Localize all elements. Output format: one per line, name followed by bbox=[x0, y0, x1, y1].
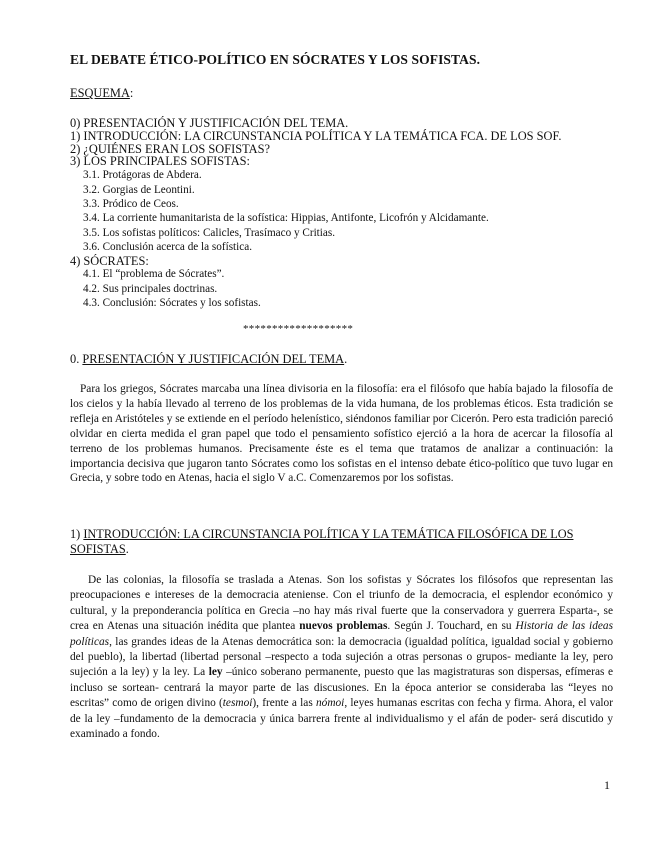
section-0-number: 0. bbox=[70, 352, 83, 366]
section-1-title: INTRODUCCIÓN: LA CIRCUNSTANCIA POLÍTICA Y LA TEMÁTICA FILOSÓFICA DE LOS SOFISTAS bbox=[70, 527, 574, 556]
section-1-period: . bbox=[125, 542, 129, 556]
outline-subitem: 4.1. El “problema de Sócrates”. bbox=[83, 268, 225, 281]
outline-list bbox=[70, 117, 562, 311]
section-0-paragraph: Para los griegos, Sócrates marcaba una línea divisoria en la filosofía: era el filósofo que había bajado la filosofía de los cielos y la había llevado al terreno de los problemas de la vida humana, de los problemas éticos. Esta tradición se refleja en Aristóteles y se extiende en el período helenístico, siéndonos familiar por Cicerón. Pero esta tradición pareció olvidar en cierta medida el gran papel que todo el pensamiento sofístico ejerció a la hora de acercar la filosofía al terreno de los problemas humanos. Precisamente éste es el tema que tratamos de analizar a continuación: la importancia decisiva que jugaron tanto Sócrates como los sofistas en el intenso debate ético-político que tuvo lugar en Grecia, y sobre todo en Atenas, hacia el siglo V a.C. Comenzaremos por los sofistas. bbox=[70, 383, 613, 485]
outline-item: 2) ¿QUIÉNES ERAN LOS SOFISTAS? bbox=[70, 141, 271, 156]
text-run: . Según J. Touchard, en su bbox=[387, 620, 516, 633]
outline-subitem: 3.3. Pródico de Ceos. bbox=[83, 198, 179, 210]
text-run: –único soberano permanente, puesto que las magistraturas son dispersas, efímeras e incluso se sortean- centrará la mayor parte de las discusiones. En la época anterior se consideraba las “leyes no escritas” como de origen divino ( bbox=[70, 666, 613, 710]
bold-text: nuevos problemas bbox=[299, 620, 388, 633]
italic-text: Historia de las ideas políticas bbox=[70, 620, 614, 648]
section-0-period: . bbox=[344, 352, 348, 366]
esquema-colon: : bbox=[129, 86, 134, 100]
esquema-heading bbox=[70, 86, 133, 101]
bold-text: ley bbox=[208, 666, 223, 679]
outline-subitem: 3.5. Los sofistas políticos: Calicles, Trasímaco y Critias. bbox=[83, 226, 336, 239]
italic-text: nómoi bbox=[315, 697, 345, 710]
outline-subitem: 4.2. Sus principales doctrinas. bbox=[83, 282, 218, 295]
text-run: , leyes humanas escritas con fecha y firma. Ahora, el valor de la ley –fundamento de la democracia y única barrera frente al individualismo y el afán de poder- será discutido y examinado a fondo. bbox=[70, 697, 614, 741]
text-run: , las grandes ideas de la Atenas democrática son: la democracia (igualdad política, igualdad social y gobierno del pueblo), la libertad (libertad personal –respecto a toda sujeción a otras personas o grupos- mediante la ley, pero sujeción a la ley) y la ley. La bbox=[70, 635, 613, 679]
section-1-number: 1) bbox=[70, 527, 84, 541]
page-number: 1 bbox=[604, 778, 610, 792]
section-1-heading bbox=[70, 527, 613, 557]
outline-subitem: 4.3. Conclusión: Sócrates y los sofistas. bbox=[83, 297, 261, 310]
section-0-heading bbox=[70, 352, 347, 367]
italic-text: tesmoi bbox=[222, 697, 253, 710]
outline-subitem: 3.6. Conclusión acerca de la sofística. bbox=[83, 241, 252, 254]
outline-item: 1) INTRODUCCIÓN: LA CIRCUNSTANCIA POLÍTICA Y LA TEMÁTICA FCA. DE LOS SOF. bbox=[70, 128, 562, 143]
separator: ******************* bbox=[243, 323, 354, 335]
section-1-paragraph bbox=[70, 573, 613, 742]
outline-item: 4) SÓCRATES: bbox=[70, 253, 149, 268]
outline-subitem: 3.2. Gorgias de Leontini. bbox=[83, 183, 195, 196]
esquema-label: ESQUEMA bbox=[70, 86, 130, 100]
section-0-title: PRESENTACIÓN Y JUSTIFICACIÓN DEL TEMA bbox=[82, 352, 345, 366]
outline-item: 0) PRESENTACIÓN Y JUSTIFICACIÓN DEL TEMA. bbox=[70, 116, 349, 130]
outline-subitem: 3.4. La corriente humanitarista de la sofística: Hippias, Antifonte, Licofrón y Alcidamante. bbox=[83, 212, 489, 225]
document-title: EL DEBATE ÉTICO-POLÍTICO EN SÓCRATES Y LOS SOFISTAS. bbox=[70, 52, 481, 67]
outline-subitem: 3.1. Protágoras de Abdera. bbox=[83, 169, 202, 182]
text-run: De las colonias, la filosofía se traslada a Atenas. Son los sofistas y Sócrates los filósofos que representan las preocupaciones e intereses de la democracia ateniense. Con el triunfo de la democracia, el esplendor económico y cultural, y la preponderancia política en Grecia –no hay más rival fuerte que la conservadora y guerrera Esparta-, se crea en Atenas una situación inédita que plantea bbox=[70, 574, 613, 633]
text-run: ), frente a las bbox=[252, 697, 316, 710]
outline-item: 3) LOS PRINCIPALES SOFISTAS: bbox=[70, 154, 250, 169]
